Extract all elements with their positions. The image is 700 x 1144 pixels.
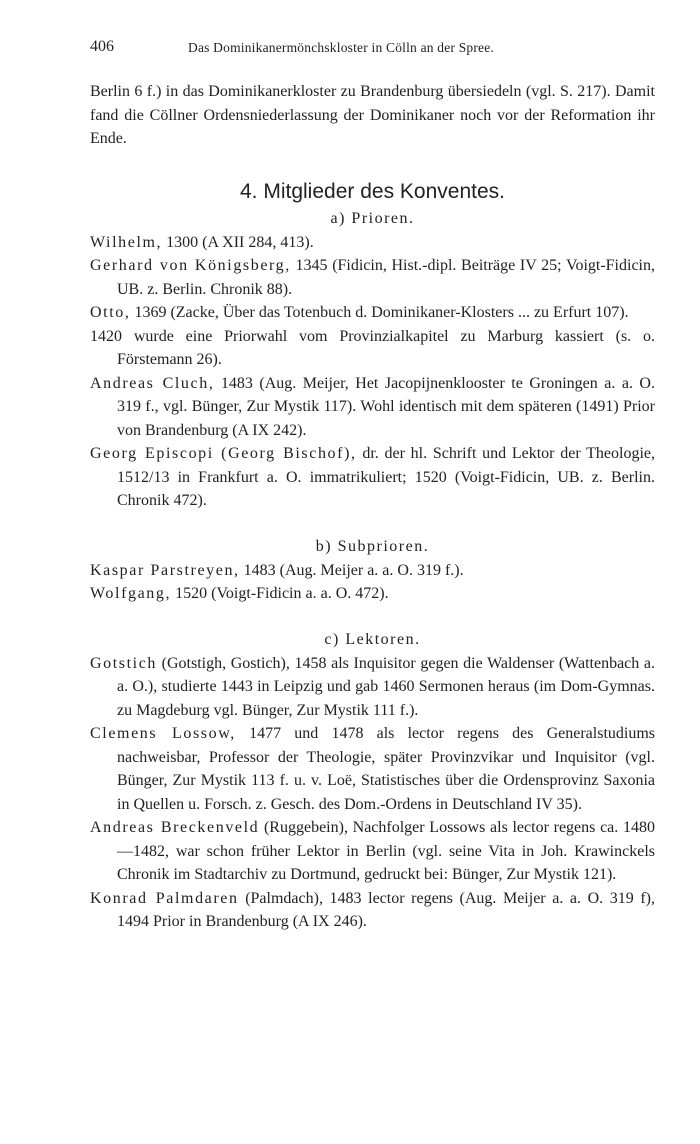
entry-text: 1420 wurde eine Priorwahl vom Provinzialkapitel zu Marburg kassiert (s. o. Förstemann 26).	[90, 327, 655, 368]
person-name: Gerhard von Königsberg,	[90, 257, 291, 274]
entry-text: (Gotstigh, Gostich), 1458 als Inquisitor gegen die Waldenser (Wattenbach a. a. O.), studierte 1443 in Leipzig und gab 1460 Sermonen heraus (im Dom-Gymnas. zu Magdeburg vgl. Bünger, Zur Mystik 111 f.).	[117, 654, 655, 719]
person-name: Wilhelm,	[90, 233, 163, 251]
list-item	[90, 325, 655, 372]
intro-paragraph: Berlin 6 f.) in das Dominikanerkloster zu Brandenburg übersiedeln (vgl. S. 217). Damit fand die Cöllner Ordensniederlassung der Dominikaner noch vor der Reformation ihr Ende.	[90, 83, 655, 147]
subsection-heading-priors: a) Prioren.	[330, 209, 415, 227]
list-item	[90, 722, 655, 816]
entry-text: (Palmdach), 1483 lector regens (Aug. Meijer a. a. O. 319 f), 1494 Prior in Brandenburg (A IX 246).	[117, 889, 656, 930]
list-item	[90, 816, 655, 887]
list-item	[90, 652, 655, 723]
person-name: Andreas Breckenveld	[90, 819, 260, 836]
list-item	[90, 301, 655, 325]
list-item	[90, 231, 655, 255]
page-header	[90, 38, 652, 62]
person-name: Kaspar Parstreyen,	[90, 561, 240, 579]
page-number: 406	[90, 38, 114, 55]
subsection-heading-subpriors: b) Subprioren.	[315, 537, 430, 555]
person-name: Wolfgang,	[90, 585, 172, 602]
subsection-heading-lectors: c) Lektoren.	[324, 630, 421, 648]
subsection-subpriors	[90, 535, 655, 606]
person-name: Andreas Cluch,	[90, 374, 215, 392]
section-title: 4. Mitglieder des Konventes.	[240, 179, 505, 203]
list-item	[90, 254, 655, 301]
list-item	[90, 372, 655, 443]
subsection-lectors	[90, 628, 655, 934]
person-name: Otto,	[90, 304, 131, 321]
person-name: Clemens Lossow,	[90, 725, 236, 742]
running-title: Das Dominikanermönchskloster in Cölln an der Spree.	[188, 40, 495, 55]
list-item	[90, 559, 655, 583]
person-name: Konrad Palmdaren	[90, 889, 239, 907]
entry-text: dr. der hl. Schrift und Lektor der Theologie, 1512/13 in Frankfurt a. O. immatrikuliert; 1520 (Voigt-Fidicin, UB. z. Berlin. Chronik 472).	[117, 445, 655, 509]
entry-text: 1369 (Zacke, Über das Totenbuch d. Dominikaner-Klosters ... zu Erfurt 107).	[130, 304, 629, 321]
page-body	[90, 80, 655, 934]
entry-text: 1483 (Aug. Meijer, Het Jacopijnenklooster te Groningen a. a. O. 319 f., vgl. Bünger, Zur Mystik 117). Wohl identisch mit dem späteren (1491) Prior von Brandenburg (A IX 242).	[117, 374, 655, 439]
person-name: Georg Episcopi (Georg Bischof),	[90, 445, 357, 462]
subsection-priors	[90, 207, 655, 513]
list-item	[90, 582, 655, 606]
entry-text: 1345 (Fidicin, Hist.-dipl. Beiträge IV 25; Voigt-Fidicin, UB. z. Berlin. Chronik 88).	[117, 257, 655, 298]
list-item	[90, 887, 655, 934]
entry-text: (Ruggebein), Nachfolger Lossows als lector regens ca. 1480—1482, war schon früher Lektor in Berlin (vgl. seine Vita in Joh. Krawinckels Chronik im Stadtarchiv zu Dortmund, gedruckt bei: Bünger, Zur Mystik 121).	[117, 819, 655, 883]
entry-text: 1483 (Aug. Meijer a. a. O. 319 f.).	[239, 561, 464, 579]
list-item	[90, 442, 655, 513]
entry-text: 1300 (A XII 284, 413).	[162, 233, 314, 251]
entry-text: 1520 (Voigt-Fidicin a. a. O. 472).	[171, 585, 389, 602]
person-name: Gotstich	[90, 654, 158, 672]
entry-text: 1477 und 1478 als lector regens des Generalstudiums nachweisbar, Professor der Theologie, später Provinzvikar und Inquisitor (vgl. Bünger, Zur Mystik 113 f. u. v. Loë, Statistisches über die Ordensprovinz Saxonia in Quellen u. Forsch. z. Gesch. des Dom.-Ordens in Deutschland IV 35).	[117, 725, 656, 813]
